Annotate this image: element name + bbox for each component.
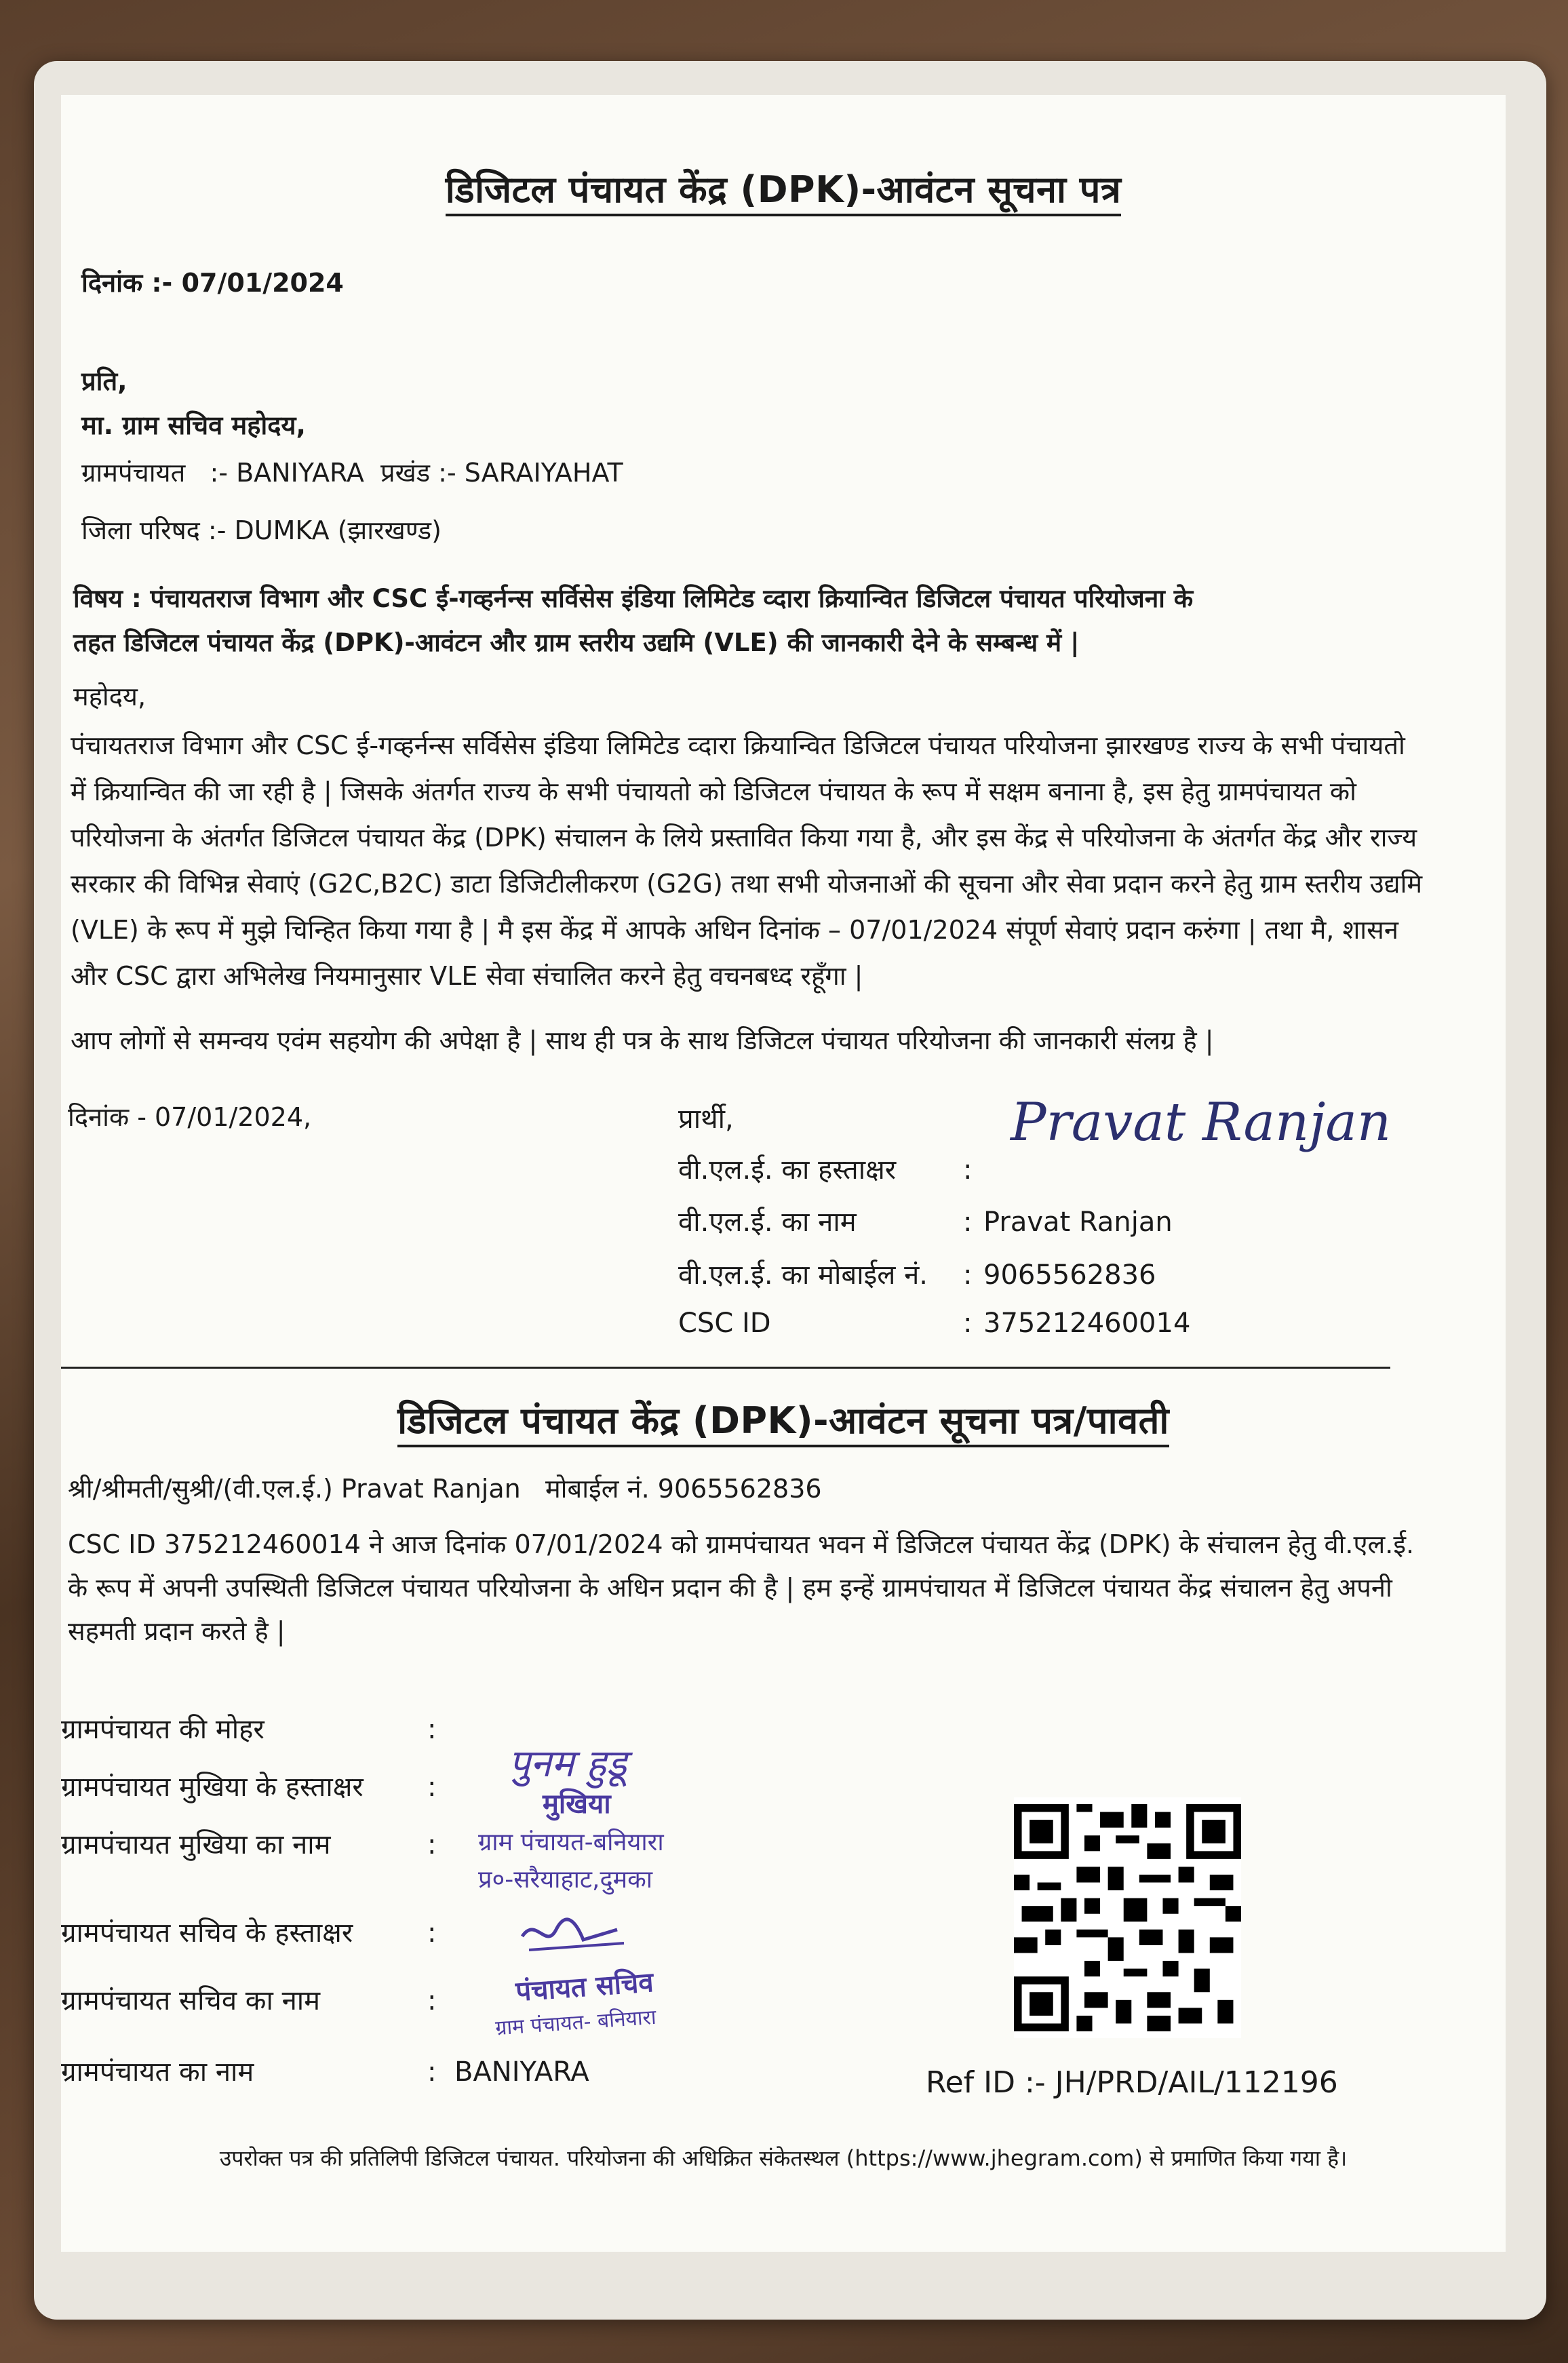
subject-line-2: तहत डिजिटल पंचायत केंद्र (DPK)-आवंटन और ग्राम स्तरीय उद्यमि (VLE) की जानकारी देने के सम्बन्ध में | [73,628,1080,657]
vle-name-label: वी.एल.ई. का नाम [678,1207,857,1238]
date-bottom: दिनांक - 07/01/2024, [68,1102,312,1132]
district-line: जिला परिषद :- DUMKA (झारखण्ड) [81,515,442,545]
csc-id-row: CSC ID : 375212460014 [678,1308,1191,1339]
csc-id-label: CSC ID [678,1308,771,1339]
body-paragraph: पंचायतराज विभाग और CSC ई-गव्हर्नन्स सर्विसेस इंडिया लिमिटेड व्दारा क्रियान्वित डिजिटल पंचायत परियोजना झारखण्ड राज्य के सभी पंचायतो में क्रियान्वित की जा रही है | जिसके अंतर्गत राज्य के सभी पंचायतो को डिजिटल पंचायत के रूप में सक्षम बनाना है, इस हेतु ग्रामपंचायत को परियोजना के अंतर्गत डिजिटल पंचायत केंद्र (DPK) संचालन के लिये प्रस्तावित किया गया है, और इस केंद्र से परियोजना के अंतर्गत केंद्र और राज्य सरकार की विभिन्न सेवाएं (G2C,B2C) डाटा डिजिटीलीकरण (G2G) तथा सभी योजनाओं की सूचना और सेवा प्रदान करने हेतु ग्राम स्तरीय उद्यमि (VLE) के रूप में मुझे चिन्हित किया गया है | मै इस केंद्र में आपके अधिन दिनांक – 07/01/2024 संपूर्ण सेवाएं प्रदान करुंगा | तथा मै, शासन और CSC द्वारा अभिलेख नियमानुसार VLE सेवा संचालित करने हेतु वचनबध्द रहूँगा | [71,730,1423,991]
document-title: डिजिटल पंचायत केंद्र (DPK)-आवंटन सूचना पत्र [61,163,1506,213]
receipt-text: CSC ID 375212460014 ने आज दिनांक 07/01/2024 को ग्रामपंचायत भवन में डिजिटल पंचायत केंद्र (DPK) के संचालन हेतु वी.एल.ई. के रूप में अपनी उपस्थिती डिजिटल पंचायत परियोजना के अधिन प्रदान की है | हम इन्हें ग्रामपंचायत में डिजिटल पंचायत केंद्र संचालन हेतु अपनी सहमती प्रदान करते है | [68,1529,1415,1646]
receipt-title: डिजिटल पंचायत केंद्र (DPK)-आवंटन सूचना पत्र/पावती [61,1394,1506,1444]
vle-name-row: वी.एल.ई. का नाम : Pravat Ranjan [678,1202,1173,1239]
addressee: मा. ग्राम सचिव महोदय, [81,410,306,440]
vle-mobile: 9065562836 [983,1259,1156,1291]
vle-signature-label: वी.एल.ई. का हस्ताक्षर [678,1154,897,1186]
mukhiya-stamp-line1: ग्राम पंचायत-बनियारा [478,1829,664,1856]
mukhiya-stamp-title: मुखिया [543,1789,611,1820]
date-line: दिनांक :- 07/01/2024 [81,268,344,298]
body-closing: आप लोगों से समन्वय एवंम सहयोग की अपेक्षा है | साथ ही पत्र के साथ डिजिटल पंचायत परियोजना की जानकारी संलग्र है | [71,1026,1214,1055]
section-divider [61,1367,1390,1369]
sachiv-signature [515,1909,631,1964]
vle-mobile-label: वी.एल.ई. का मोबाईल नं. [678,1259,928,1291]
gp-seal-row: ग्रामपंचायत की मोहर : [61,1714,437,1745]
subject-line-1: विषय : पंचायतराज विभाग और CSC ई-गव्हर्नन्स सर्विसेस इंडिया लिमिटेड व्दारा क्रियान्वित डिजिटल पंचायत परियोजना के [73,584,1194,613]
salutation: महोदय, [73,682,146,711]
receipt-vle-line: श्री/श्रीमती/सुश्री/(वी.एल.ई.) Pravat Ranjan मोबाईल नं. 9065562836 [68,1474,822,1504]
gram-panchayat-line: ग्रामपंचायत :- BANIYARA प्रखंड :- SARAIYAHAT [81,458,623,488]
gp-sachiv-name-row: ग्रामपंचायत सचिव का नाम : [61,1985,437,2016]
sachiv-stamp-line: ग्राम पंचायत- बनियारा [494,2005,657,2041]
footer-note: उपरोक्त पत्र की प्रतिलिपी डिजिटल पंचायत. परियोजना की अधिक्रित संकेतस्थल (https://www.jhegram.com) से प्रमाणित किया गया है। [219,2145,1348,2171]
ref-id: Ref ID :- JH/PRD/AIL/112196 [926,2065,1338,2100]
gp-name: BANIYARA [454,2056,589,2088]
mukhiya-stamp-line2: प्र०-सरैयाहाट,दुमका [478,1866,653,1894]
vle-signature: Pravat Ranjan [1011,1092,1392,1153]
mukhiya-signature: पुनम हुडू [509,1742,627,1786]
applicant-prefix: प्रार्थी, [678,1104,734,1135]
qr-code [1014,1797,1241,2038]
vle-name: Pravat Ranjan [983,1207,1173,1238]
sachiv-stamp-title: पंचायत सचिव [514,1966,654,2008]
to-prefix: प्रति, [81,366,128,396]
gp-name-row: ग्रामपंचायत का नाम : BANIYARA [61,2056,589,2088]
gp-mukhiya-signature-row: ग्रामपंचायत मुखिया के हस्ताक्षर : [61,1772,437,1803]
gp-mukhiya-name-row: ग्रामपंचायत मुखिया का नाम : [61,1829,437,1860]
csc-id: 375212460014 [983,1308,1191,1339]
vle-signature-row: वी.एल.ई. का हस्ताक्षर : [678,1150,983,1187]
document-page [61,95,1506,2252]
gp-sachiv-signature-row: ग्रामपंचायत सचिव के हस्ताक्षर : [61,1917,437,1949]
vle-mobile-row: वी.एल.ई. का मोबाईल नं. : 9065562836 [678,1255,1156,1292]
